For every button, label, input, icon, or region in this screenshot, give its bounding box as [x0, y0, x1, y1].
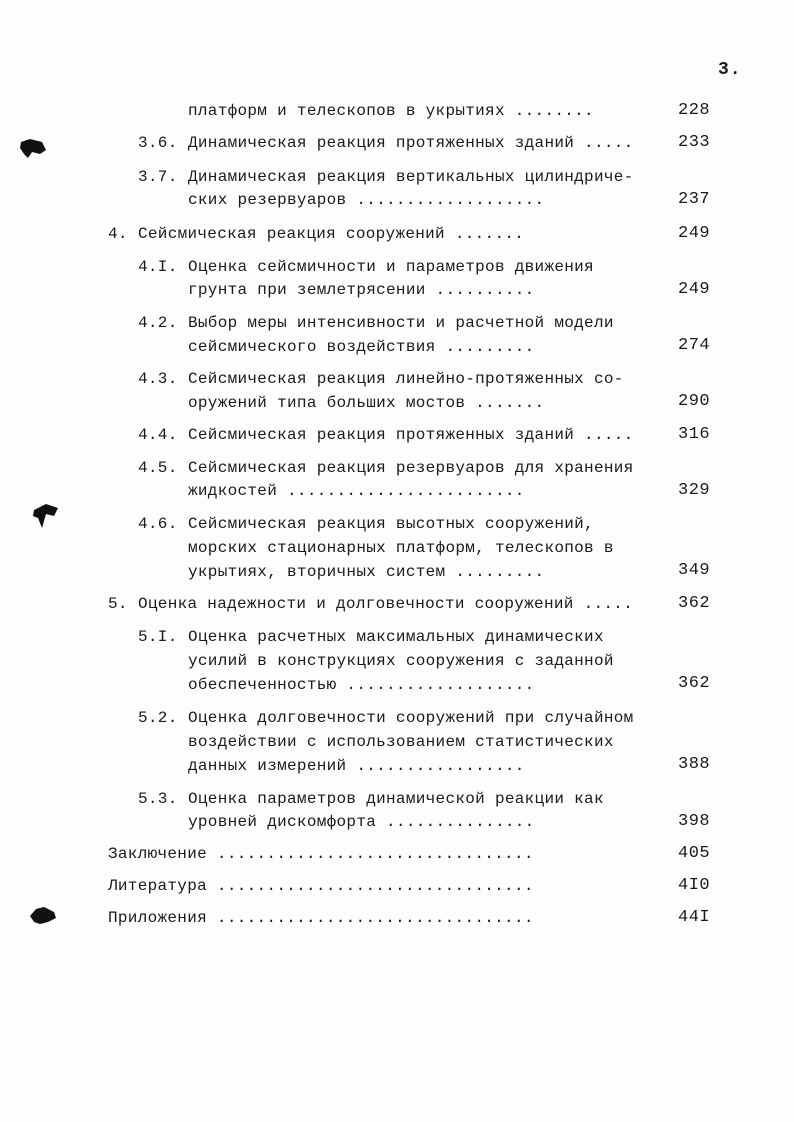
toc-entry-page: 362: [678, 674, 711, 693]
toc-entry-text: Оценка надежности и долговечности сооружений .....: [138, 595, 634, 613]
toc-entry-text: Оценка сейсмичности и параметров движения: [188, 258, 594, 276]
toc-entry-number: 4.I.: [138, 258, 178, 276]
toc-entry-page: 329: [678, 481, 711, 500]
toc-entry-number: 4.6.: [138, 515, 178, 533]
toc-entry-number: 5.I.: [138, 628, 178, 646]
toc-entry-text: уровней дискомфорта ...............: [188, 813, 535, 831]
toc-entry-text: Сейсмическая реакция высотных сооружений,: [188, 515, 594, 533]
toc-entry-page: 388: [678, 755, 711, 774]
toc-entry-text: Заключение ................................: [108, 845, 534, 863]
toc-entry-text: Выбор меры интенсивности и расчетной модели: [188, 314, 614, 332]
toc-entry-page: 362: [678, 594, 711, 613]
toc-entry-text: Оценка расчетных максимальных динамических: [188, 628, 604, 646]
toc-entry-text: Литература ................................: [108, 877, 534, 895]
toc-entry-text: усилий в конструкциях сооружения с заданной: [188, 652, 614, 670]
toc-entry-page: 249: [678, 224, 711, 243]
toc-entry-text: Сейсмическая реакция сооружений .......: [138, 225, 525, 243]
toc-entry-page: 398: [678, 812, 711, 831]
toc-entry-number: 3.7.: [138, 168, 178, 186]
page-number: 3.: [718, 60, 742, 80]
toc-entry-number: 4.2.: [138, 314, 178, 332]
toc-entry-text: оружений типа больших мостов .......: [188, 394, 545, 412]
toc-entry-text: жидкостей ........................: [188, 482, 525, 500]
toc-entry-text: сейсмического воздействия .........: [188, 338, 535, 356]
toc-entry-text: обеспеченностью ...................: [188, 676, 535, 694]
toc-entry-page: 290: [678, 392, 711, 411]
toc-entry-page: 405: [678, 844, 711, 863]
toc-entry-number: 5.2.: [138, 709, 178, 727]
toc-entry-page: 228: [678, 101, 711, 120]
toc-entry-page: 4I0: [678, 876, 711, 895]
toc-entry-text: Оценка параметров динамической реакции как: [188, 790, 604, 808]
toc-entry-page: 233: [678, 133, 711, 152]
toc-entry-number: 4.5.: [138, 459, 178, 477]
toc-entry-text: платформ и телескопов в укрытиях ........: [188, 102, 594, 120]
toc-entry-text: морских стационарных платформ, телескопов в: [188, 539, 614, 557]
toc-entry-number: 4.4.: [138, 426, 178, 444]
toc-entry-number: 5.3.: [138, 790, 178, 808]
toc-entry-text: воздействии с использованием статистических: [188, 733, 614, 751]
toc-entry-page: 237: [678, 190, 711, 209]
toc-entry-page: 316: [678, 425, 711, 444]
toc-entry-text: ских резервуаров ...................: [188, 191, 545, 209]
toc-entry-text: Сейсмическая реакция резервуаров для хранения: [188, 459, 634, 477]
toc-entry-text: Динамическая реакция вертикальных цилиндриче-: [188, 168, 634, 186]
ink-blot-artifact: [28, 904, 58, 928]
toc-entry-text: Сейсмическая реакция протяженных зданий .....: [188, 426, 634, 444]
toc-entry-text: Сейсмическая реакция линейно-протяженных со-: [188, 370, 624, 388]
ink-blot-artifact: [18, 136, 48, 162]
toc-entry-number: 4.3.: [138, 370, 178, 388]
toc-entry-number: 3.6.: [138, 134, 178, 152]
toc-entry-page: 249: [678, 280, 711, 299]
toc-entry-page: 274: [678, 336, 711, 355]
ink-blot-artifact: [30, 500, 62, 532]
toc-entry-page: 349: [678, 561, 711, 580]
toc-entry-number: 5.: [108, 595, 128, 613]
toc-entry-text: грунта при землетрясении ..........: [188, 281, 535, 299]
toc-entry-text: данных измерений .................: [188, 757, 525, 775]
toc-entry-text: Оценка долговечности сооружений при случайном: [188, 709, 634, 727]
toc-entry-text: укрытиях, вторичных систем .........: [188, 563, 545, 581]
toc-entry-page: 44I: [678, 908, 711, 927]
toc-entry-text: Динамическая реакция протяженных зданий .....: [188, 134, 634, 152]
toc-entry-text: Приложения ................................: [108, 909, 534, 927]
toc-entry-number: 4.: [108, 225, 128, 243]
